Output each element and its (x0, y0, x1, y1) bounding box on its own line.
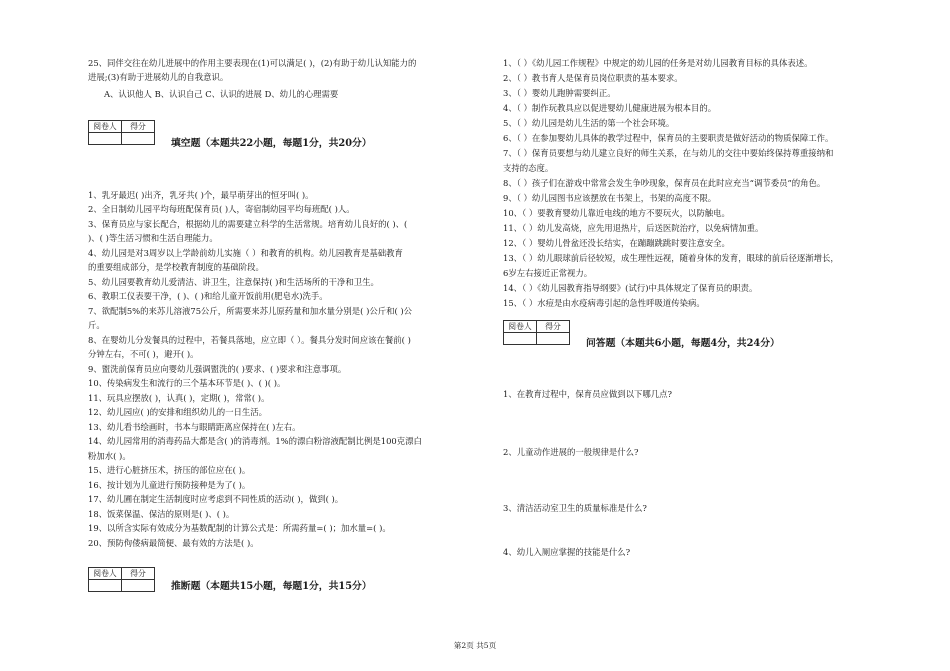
fill-line: 4、幼儿园是对3周岁以上学龄前幼儿实施（ ）和教育的机构。幼儿园教育是基础教育 (88, 248, 403, 258)
reviewer-label: 阅卷人 (504, 321, 537, 333)
fill-line: 6、教职工仪表要干净，( )、( )和给儿童开饭前用(肥皂水)洗手。 (88, 291, 328, 301)
judge-line: 9、（ ）幼儿园图书应该摆放在书架上，书架的高度不限。 (503, 193, 717, 203)
judge-line: 12、（ ）婴幼儿骨盆还没长结实，在蹦蹦跳跳时要注意安全。 (503, 238, 730, 248)
judge-line: 3、（ ）婴幼儿跑肿需要纠正。 (503, 88, 616, 98)
fill-line: 3、保育员应与家长配合，根据幼儿的需要建立科学的生活常规。培育幼儿良好的( )、( (88, 219, 408, 229)
fill-line: 8、在婴幼儿分发餐具的过程中，若餐具落地，应立即（ ）。餐具分发时间应该在餐前( ) (88, 335, 411, 345)
page-footer: 第2页 共5页 (453, 641, 497, 650)
reviewer-label: 阅卷人 (89, 568, 122, 580)
qa-question: 1、在教育过程中，保育员应做到以下哪几点? (503, 389, 672, 399)
fill-line: 粉加水( )。 (88, 451, 131, 461)
score-label: 得分 (537, 321, 570, 333)
qa-score-box (503, 320, 570, 345)
fill-line: 15、进行心脏挤压术，挤压的部位应在( )。 (88, 465, 251, 475)
judge-score-box (88, 567, 155, 592)
fill-section-title: 填空题（本题共22小题，每题1分，共20分） (171, 138, 372, 149)
fill-line: 20、预防佝偻病最简便、最有效的方法是( )。 (88, 538, 259, 548)
judge-line: 5、（ ）幼儿园是幼儿生活的第一个社会环境。 (503, 118, 675, 128)
reviewer-cell[interactable] (89, 133, 122, 145)
reviewer-cell[interactable] (504, 333, 537, 345)
qa-question: 4、幼儿入厕应掌握的技能是什么? (503, 547, 631, 557)
fill-line: 2、全日制幼儿园平均每班配保育员( )人，寄宿制幼园平均每班配( )人。 (88, 204, 355, 214)
judge-line: 10、（ ）要教育婴幼儿靠近电线的地方不要玩火，以防触电。 (503, 208, 730, 218)
judge-line: 支持的态度。 (503, 163, 554, 173)
fill-line: 18、饭菜保温、保洁的原则是( )、( )。 (88, 509, 235, 519)
q25-line-1: 25、同伴交往在幼儿进展中的作用主要表现在(1)可以满足( )，(2)有助于幼儿认知能力的 (88, 58, 417, 68)
q25-line-2: 进展;(3)有助于进展幼儿的自我意识。 (88, 72, 229, 82)
fill-line: 分钟左右，不可( )，避开( )。 (88, 349, 199, 359)
fill-line: 10、传染病发生和流行的三个基本环节是( )、( )( )。 (88, 378, 286, 388)
fill-line: 斤。 (88, 320, 105, 330)
fill-line: 19、以所含实际有效成分为基数配制的计算公式是：所需药量=( )；加水量=( )。 (88, 523, 391, 533)
judge-line: 8、（ ）孩子们在游戏中常常会发生争吵现象，保育员在此时应充当“调节委员”的角色。 (503, 178, 826, 188)
fill-line: 7、欲配制5%的来苏儿溶液75公斤，所需要来苏儿原药量和加水量分别是( )公斤和( )公 (88, 306, 413, 316)
fill-line: 11、玩具应摆放( )，认真( )，定期( )，常常( )。 (88, 393, 270, 403)
judge-line: 14、（ ）《幼儿园教育指导纲要》(试行)中具体规定了保育员的职责。 (503, 283, 758, 293)
score-cell[interactable] (122, 133, 155, 145)
score-label: 得分 (122, 568, 155, 580)
judge-line: 6、（ ）在参加婴幼儿具体的教学过程中，保育员的主要职责是做好活动的物质保障工作。 (503, 133, 834, 143)
fill-line: )、( )等生活习惯和生活自理能力。 (88, 233, 218, 243)
judge-line: 1、（ ）《幼儿园工作规程》中规定的幼儿园的任务是对幼儿园教育目标的具体表述。 (503, 58, 813, 68)
judge-line: 6岁左右接近正常视力。 (503, 268, 593, 278)
judge-line: 2、（ ）教书育人是保育员岗位职责的基本要求。 (503, 73, 683, 83)
judge-line: 15、（ ）水痘是由水疫病毒引起的急性呼吸道传染病。 (503, 298, 705, 308)
q25-options: A、认识他人 B、认识自己 C、认识的进展 D、幼儿的心理需要 (104, 89, 339, 99)
fill-score-box (88, 120, 155, 145)
judge-line: 4、（ ）制作玩教具应以促进婴幼儿健康进展为根本目的。 (503, 103, 717, 113)
score-cell[interactable] (537, 333, 570, 345)
qa-section-title: 问答题（本题共6小题，每题4分，共24分） (586, 338, 780, 349)
score-label: 得分 (122, 121, 155, 133)
fill-line: 5、幼儿园要教育幼儿爱清洁、讲卫生，注意保持( )和生活场所的干净和卫生。 (88, 277, 379, 287)
reviewer-cell[interactable] (89, 580, 122, 592)
fill-line: 13、幼儿看书绘画时，书本与眼睛距离应保持在( )左右。 (88, 422, 301, 432)
fill-line: 9、盥洗前保育员应向婴幼儿强调盥洗的( )要求、( )要求和注意事项。 (88, 364, 347, 374)
judge-line: 11、（ ）幼儿发高烧，应先用退热片，后送医院治疗，以免病情加重。 (503, 223, 764, 233)
fill-line: 1、乳牙最迟( )出齐，乳牙共( )个，最早萌芽出的恒牙叫( )。 (88, 190, 314, 200)
fill-line: 16、按计划为儿童进行预防接种是为了( )。 (88, 480, 251, 490)
qa-question: 3、清洁活动室卫生的质量标准是什么? (503, 503, 647, 513)
judge-line: 13、（ ）幼儿眼球前后径较短，成生理性远视，随着身体的发育，眼球的前后径逐渐增长， (503, 253, 839, 263)
fill-line: 12、幼儿园应( )的安排和组织幼儿的一日生活。 (88, 407, 267, 417)
reviewer-label: 阅卷人 (89, 121, 122, 133)
qa-question: 2、儿童动作进展的一般规律是什么? (503, 447, 639, 457)
judge-section-title: 推断题（本题共15小题，每题1分，共15分） (171, 581, 372, 592)
score-cell[interactable] (122, 580, 155, 592)
judge-line: 7、（ ）保育员要想与幼儿建立良好的师生关系，在与幼儿的交往中要始终保持尊重接纳和 (503, 148, 834, 158)
fill-line: 的重要组成部分，是学校教育制度的基础阶段。 (88, 262, 264, 272)
fill-line: 17、幼儿圃在制定生活制度时应考虑到不同性质的活动( )，做到( )。 (88, 494, 344, 504)
fill-line: 14、幼儿园常用的消毒药品大都是含( )的消毒剂。1%的漂白粉溶液配制比例是100克漂白 (88, 436, 422, 446)
